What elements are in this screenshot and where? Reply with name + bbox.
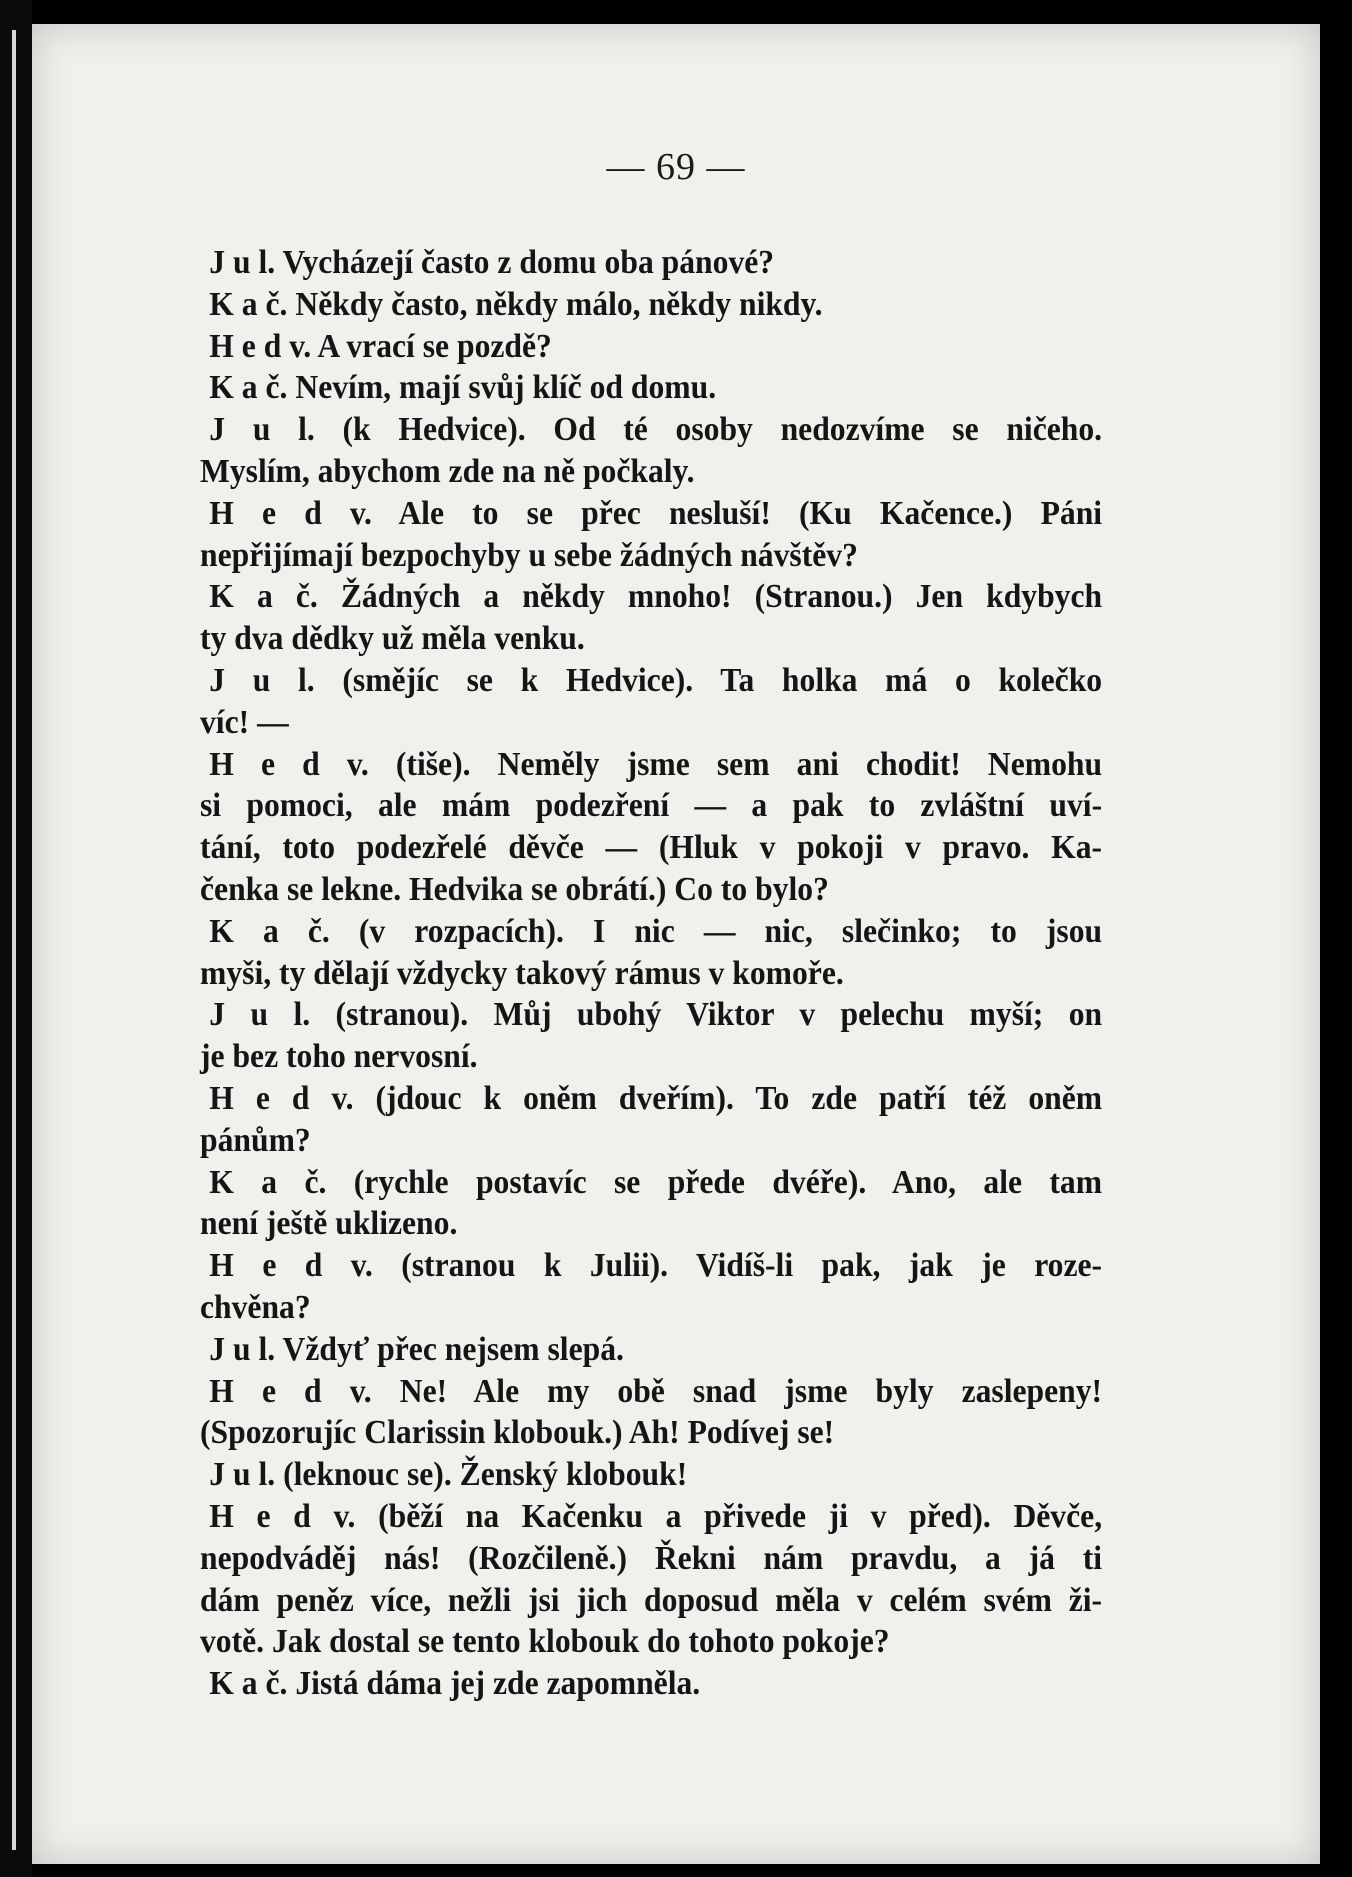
text-line: H e d v. (tiše). Neměly jsme sem ani chodit! Nemohu	[209, 745, 1103, 783]
dialogue-text	[200, 242, 1102, 1705]
text-line: si pomoci, ale mám podezření — a pak to zvláštní uví-	[200, 787, 1103, 825]
text-line: K a č. (v rozpacích). I nic — nic, slečinko; to jsou	[209, 912, 1103, 950]
text-line: K a č. Žádných a někdy mnoho! (Stranou.) Jen kdybych	[209, 578, 1103, 616]
text-line: votě. Jak dostal se tento klobouk do tohoto pokoje?	[200, 1623, 890, 1661]
text-line: J u l. (leknouc se). Ženský klobouk!	[209, 1456, 688, 1494]
text-line: nepřijímají bezpochyby u sebe žádných návštěv?	[200, 536, 858, 574]
text-line: J u l. Vždyť přec nejsem slepá.	[209, 1330, 624, 1368]
text-line: H e d v. (jdouc k oněm dveřím). To zde patří též oněm	[209, 1079, 1103, 1117]
text-line: K a č. Jistá dáma jej zde zapomněla.	[209, 1665, 701, 1703]
text-line: (Spozorujíc Clarissin klobouk.) Ah! Podívej se!	[200, 1414, 835, 1452]
text-line: H e d v. Ale to se přec nesluší! (Ku Kačence.) Páni	[209, 494, 1103, 532]
text-line: J u l. Vycházejí často z domu oba pánové?	[209, 244, 775, 281]
text-line: K a č. Nevím, mají svůj klíč od domu.	[209, 369, 717, 407]
scan-left-edge	[0, 0, 32, 1877]
text-line: nepodváděj nás! (Rozčileně.) Řekni nám pravdu, a já ti	[200, 1539, 1103, 1577]
text-line: víc! —	[200, 703, 289, 741]
page-number: — 69 —	[606, 146, 746, 188]
text-line: chvěna?	[200, 1288, 311, 1326]
text-line: H e d v. Ne! Ale my obě snad jsme byly zaslepeny!	[209, 1372, 1103, 1410]
text-line: je bez toho nervosní.	[200, 1038, 478, 1076]
text-line: H e d v. (běží na Kačenku a přivede ji v před). Děvče,	[209, 1497, 1103, 1535]
text-line: H e d v. A vrací se pozdě?	[209, 327, 552, 365]
text-line: tání, toto podezřelé děvče — (Hluk v pokoji v pravo. Ka-	[200, 829, 1103, 867]
text-line: pánům?	[200, 1121, 311, 1159]
text-line: čenka se lekne. Hedvika se obrátí.) Co to bylo?	[200, 870, 829, 908]
text-line: dám peněz více, nežli jsi jich doposud měla v celém svém ži-	[200, 1581, 1103, 1619]
text-line: myši, ty dělají vždycky takový rámus v komoře.	[200, 954, 844, 992]
text-line: H e d v. (stranou k Julii). Vidíš-li pak, jak je roze-	[209, 1247, 1103, 1285]
text-line: J u l. (stranou). Můj ubohý Viktor v pelechu myší; on	[209, 996, 1103, 1034]
text-line: Myslím, abychom zde na ně počkaly.	[200, 452, 695, 490]
text-line: K a č. (rychle postavíc se přede dvéře). Ano, ale tam	[209, 1163, 1103, 1201]
text-line: ty dva dědky už měla venku.	[200, 620, 585, 658]
text-line: J u l. (smějíc se k Hedvice). Ta holka má o kolečko	[209, 661, 1103, 699]
text-line: není ještě uklizeno.	[200, 1205, 458, 1243]
scan-edge-line	[12, 30, 16, 1850]
text-line: J u l. (k Hedvice). Od té osoby nedozvíme se ničeho.	[209, 411, 1103, 449]
text-line: K a č. Někdy často, někdy málo, někdy nikdy.	[209, 285, 823, 323]
